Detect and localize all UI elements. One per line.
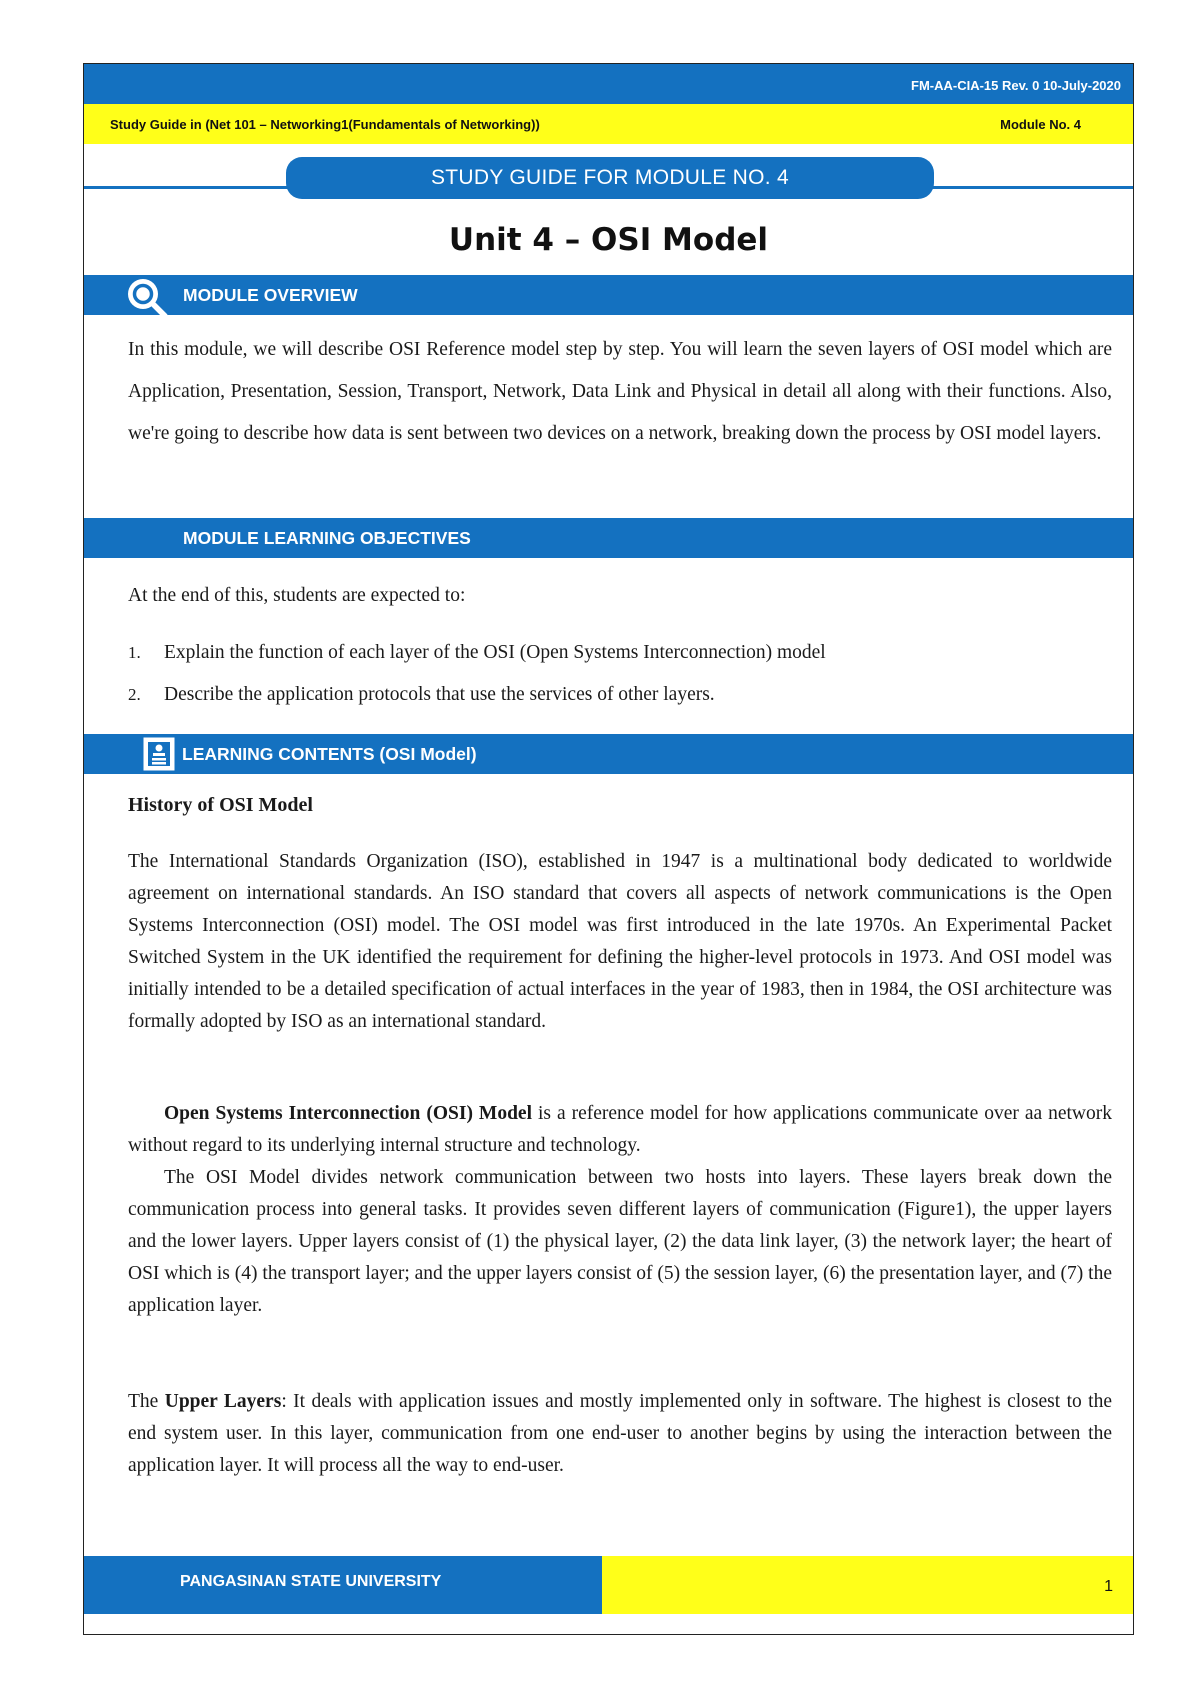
osi-layers-paragraph: The OSI Model divides network communication between two hosts into layers. These layers break down the communication process into general tasks. It provides seven different layers of communication (Figure1), the upper layers and the lower layers. Upper layers consist of (1) the physical layer, (2) the data link layer, (3) the network layer; the heart of OSI which is (4) the transport layer; and the upper layers consist of (5) the session layer, (6) the presentation layer, and (7) the application layer. (128, 1167, 1112, 1316)
history-heading: History of OSI Model (128, 794, 313, 816)
course-title: Study Guide in (Net 101 – Networking1(Fundamentals of Networking)) (110, 117, 540, 132)
footer-university-bar (84, 1556, 602, 1614)
objectives-list (128, 632, 1112, 716)
objective-text: Explain the function of each layer of the OSI (Open Systems Interconnection) model (164, 642, 826, 663)
list-item (128, 674, 1112, 716)
history-paragraph: The International Standards Organization (ISO), established in 1947 is a multinational body dedicated to worldwide agreement on international standards. An ISO standard that covers all aspects of network communications is the Open Systems Interconnection (OSI) model. The OSI model was first introduced in the late 1970s. An Experimental Packet Switched System in the UK identified the requirement for defining the higher-level protocols in 1973. And OSI model was initially intended to be a detailed specification of actual interfaces in the year of 1983, then in 1984, the OSI architecture was formally adopted by ISO as an international standard. (128, 851, 1112, 1032)
objective-text: Describe the application protocols that use the services of other layers. (164, 684, 715, 705)
upper-layers-text: : It deals with application issues and mostly implemented only in software. The highest is closest to the end system user. In this layer, communication from one end-user to another begins by using the interaction between the application layer. It will process all the way to end-user. (128, 1391, 1112, 1476)
upper-layers-prefix: The (128, 1391, 165, 1412)
unit-title: Unit 4 – OSI Model (448, 222, 769, 258)
banner-rule-right (926, 186, 1133, 189)
page-number: 1 (1104, 1578, 1113, 1595)
upper-layers-paragraph (128, 1386, 1112, 1482)
list-number: 2. (128, 685, 141, 704)
objectives-intro: At the end of this, students are expected to: (128, 585, 466, 606)
learning-objectives-title: MODULE LEARNING OBJECTIVES (183, 528, 471, 548)
module-number: Module No. 4 (1000, 117, 1081, 132)
osi-definition-paragraph (128, 1098, 1112, 1162)
university-name: PANGASINAN STATE UNIVERSITY (180, 1573, 442, 1590)
magnifier-icon (124, 275, 170, 315)
module-overview-header (84, 275, 1133, 315)
upper-layers-term: Upper Layers (164, 1391, 282, 1412)
study-guide-banner: STUDY GUIDE FOR MODULE NO. 4 (286, 157, 934, 199)
overview-paragraph: In this module, we will describe OSI Reference model step by step. You will learn the seven layers of OSI model which are Application, Presentation, Session, Transport, Network, Data Link and Physical in detail all along with their functions. Also, we're going to describe how data is sent between two devices on a network, breaking down the process by OSI model layers. (128, 339, 1112, 444)
form-code: FM-AA-CIA-15 Rev. 0 10-July-2020 (911, 78, 1121, 93)
form-code-bar (84, 64, 1133, 104)
learning-objectives-header (84, 518, 1133, 558)
learning-contents-header (84, 734, 1133, 774)
osi-definition-term: Open Systems Interconnection (OSI) Model (164, 1103, 533, 1124)
module-overview-title: MODULE OVERVIEW (183, 285, 358, 305)
footer-page-bar (602, 1556, 1133, 1614)
course-header-bar (84, 104, 1133, 144)
list-number: 1. (128, 643, 141, 662)
banner-rule-left (84, 186, 294, 189)
learning-contents-title: LEARNING CONTENTS (OSI Model) (182, 744, 477, 764)
osi-definition-text: is a reference model for how applications communicate over aa network without regard to its underlying internal structure and technology. (128, 1103, 1112, 1156)
list-item (128, 632, 1112, 674)
